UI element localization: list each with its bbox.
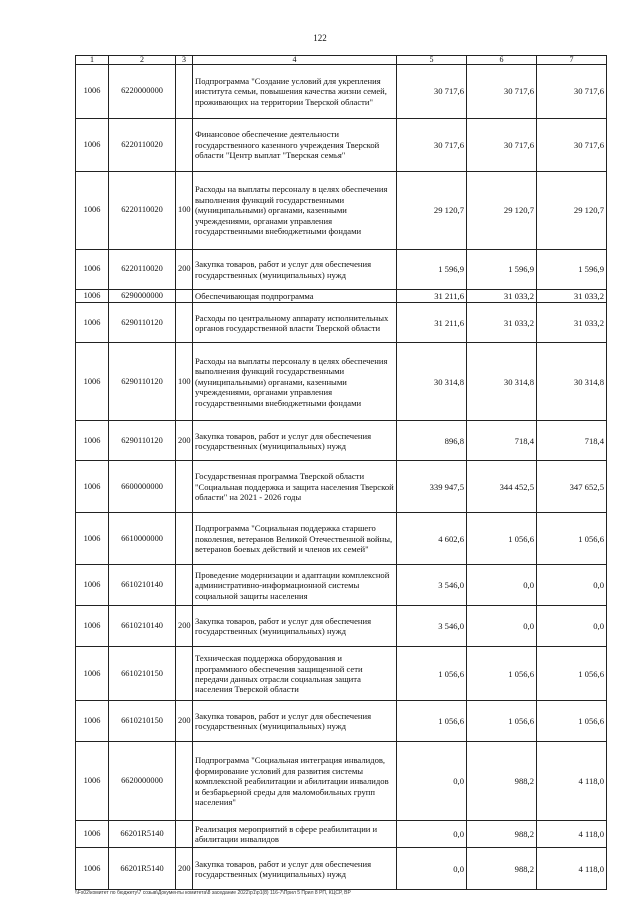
amount-col-6: 344 452,5 — [467, 461, 537, 513]
expense-type-code — [176, 461, 193, 513]
amount-col-5: 0,0 — [397, 848, 467, 890]
table-row — [76, 250, 607, 290]
section-code: 1006 — [76, 290, 109, 303]
section-code: 1006 — [76, 606, 109, 647]
section-code: 1006 — [76, 343, 109, 421]
amount-col-5: 896,8 — [397, 421, 467, 461]
target-article-code: 6220110020 — [109, 172, 176, 250]
amount-col-6: 30 717,6 — [467, 65, 537, 119]
amount-col-7: 1 056,6 — [537, 513, 607, 565]
amount-col-6: 0,0 — [467, 565, 537, 606]
amount-col-7: 31 033,2 — [537, 290, 607, 303]
target-article-code: 6290110120 — [109, 303, 176, 343]
amount-col-7: 4 118,0 — [537, 742, 607, 821]
expense-type-code — [176, 647, 193, 701]
page-number: 122 — [313, 33, 327, 43]
item-name: Техническая поддержка оборудования и программного обеспечения защищенной сети передачи данных отрасли социальная защита населения Тверской области — [193, 647, 397, 701]
target-article-code: 6220110020 — [109, 119, 176, 172]
amount-col-7: 29 120,7 — [537, 172, 607, 250]
target-article-code: 6610000000 — [109, 513, 176, 565]
amount-col-5: 30 314,8 — [397, 343, 467, 421]
item-name: Закупка товаров, работ и услуг для обеспечения государственных (муниципальных) нужд — [193, 701, 397, 742]
table-row — [76, 513, 607, 565]
file-path-footer: \\Fs02\комитет по бюджету\7 созыв\Документы комитета\8 заседание 2022\р1\р1(8) 116-7\Прил 5 Прил 8 РП, КЦСР, ВР — [75, 890, 351, 896]
section-code: 1006 — [76, 421, 109, 461]
expense-type-code — [176, 303, 193, 343]
item-name: Расходы на выплаты персоналу в целях обеспечения выполнения функций государственными (муниципальными) органами, казенными учреждениями, органами управления государственными внебюджетными фондами — [193, 172, 397, 250]
table-row — [76, 742, 607, 821]
expense-type-code: 200 — [176, 606, 193, 647]
amount-col-7: 4 118,0 — [537, 821, 607, 848]
section-code: 1006 — [76, 250, 109, 290]
amount-col-7: 1 056,6 — [537, 647, 607, 701]
table-row — [76, 701, 607, 742]
column-number: 3 — [176, 56, 193, 65]
expense-type-code — [176, 742, 193, 821]
target-article-code: 66201R5140 — [109, 821, 176, 848]
section-code: 1006 — [76, 565, 109, 606]
column-number: 5 — [397, 56, 467, 65]
expense-type-code — [176, 821, 193, 848]
expense-type-code: 100 — [176, 343, 193, 421]
expense-type-code: 200 — [176, 848, 193, 890]
item-name: Закупка товаров, работ и услуг для обеспечения государственных (муниципальных) нужд — [193, 250, 397, 290]
column-number: 6 — [467, 56, 537, 65]
column-number-row — [76, 56, 607, 65]
table-row — [76, 821, 607, 848]
amount-col-7: 0,0 — [537, 606, 607, 647]
expense-type-code: 100 — [176, 172, 193, 250]
item-name: Государственная программа Тверской области "Социальная поддержка и защита населения Тверской области" на 2021 - 2026 годы — [193, 461, 397, 513]
item-name: Закупка товаров, работ и услуг для обеспечения государственных (муниципальных) нужд — [193, 848, 397, 890]
section-code: 1006 — [76, 742, 109, 821]
table-row — [76, 606, 607, 647]
expense-type-code — [176, 290, 193, 303]
target-article-code: 6600000000 — [109, 461, 176, 513]
section-code: 1006 — [76, 848, 109, 890]
table-row — [76, 848, 607, 890]
table-row — [76, 65, 607, 119]
target-article-code: 6610210140 — [109, 565, 176, 606]
item-name: Подпрограмма "Социальная поддержка старшего поколения, ветеранов Великой Отечественной войны, ветеранов боевых действий и членов их семей" — [193, 513, 397, 565]
amount-col-6: 988,2 — [467, 848, 537, 890]
expense-type-code — [176, 565, 193, 606]
table-row — [76, 290, 607, 303]
amount-col-7: 30 314,8 — [537, 343, 607, 421]
item-name: Обеспечивающая подпрограмма — [193, 290, 397, 303]
amount-col-7: 30 717,6 — [537, 119, 607, 172]
amount-col-6: 1 056,6 — [467, 647, 537, 701]
item-name: Подпрограмма "Социальная интеграция инвалидов, формирование условий для развития системы комплексной реабилитации и абилитации инвалидов и безбарьерной среды для маломобильных групп населения" — [193, 742, 397, 821]
expense-type-code — [176, 513, 193, 565]
amount-col-5: 3 546,0 — [397, 606, 467, 647]
amount-col-7: 0,0 — [537, 565, 607, 606]
section-code: 1006 — [76, 513, 109, 565]
target-article-code: 6610210150 — [109, 647, 176, 701]
amount-col-6: 30 717,6 — [467, 119, 537, 172]
amount-col-7: 347 652,5 — [537, 461, 607, 513]
section-code: 1006 — [76, 461, 109, 513]
amount-col-5: 0,0 — [397, 821, 467, 848]
table-row — [76, 647, 607, 701]
target-article-code: 6610210140 — [109, 606, 176, 647]
amount-col-6: 29 120,7 — [467, 172, 537, 250]
amount-col-7: 718,4 — [537, 421, 607, 461]
column-number: 4 — [193, 56, 397, 65]
target-article-code: 66201R5140 — [109, 848, 176, 890]
amount-col-6: 31 033,2 — [467, 303, 537, 343]
amount-col-7: 31 033,2 — [537, 303, 607, 343]
item-name: Подпрограмма "Создание условий для укрепления института семьи, повышения качества жизни семей, проживающих на территории Тверской области" — [193, 65, 397, 119]
item-name: Проведение модернизации и адаптации комплексной административно-информационной системы социальной защиты населения — [193, 565, 397, 606]
table-row — [76, 421, 607, 461]
budget-table — [75, 55, 607, 890]
amount-col-5: 29 120,7 — [397, 172, 467, 250]
item-name: Реализация мероприятий в сфере реабилитации и абилитации инвалидов — [193, 821, 397, 848]
expense-type-code — [176, 65, 193, 119]
amount-col-7: 1 056,6 — [537, 701, 607, 742]
item-name: Расходы на выплаты персоналу в целях обеспечения выполнения функций государственными (муниципальными) органами, казенными учреждениями, органами управления государственными внебюджетными фондами — [193, 343, 397, 421]
section-code: 1006 — [76, 647, 109, 701]
column-number: 2 — [109, 56, 176, 65]
item-name: Закупка товаров, работ и услуг для обеспечения государственных (муниципальных) нужд — [193, 606, 397, 647]
column-number: 1 — [76, 56, 109, 65]
target-article-code: 6290110120 — [109, 421, 176, 461]
amount-col-6: 31 033,2 — [467, 290, 537, 303]
amount-col-5: 4 602,6 — [397, 513, 467, 565]
amount-col-7: 30 717,6 — [537, 65, 607, 119]
table-row — [76, 172, 607, 250]
amount-col-6: 988,2 — [467, 742, 537, 821]
amount-col-5: 339 947,5 — [397, 461, 467, 513]
expense-type-code: 200 — [176, 701, 193, 742]
amount-col-6: 718,4 — [467, 421, 537, 461]
item-name: Закупка товаров, работ и услуг для обеспечения государственных (муниципальных) нужд — [193, 421, 397, 461]
amount-col-5: 3 546,0 — [397, 565, 467, 606]
target-article-code: 6290000000 — [109, 290, 176, 303]
table-row — [76, 343, 607, 421]
table-row — [76, 119, 607, 172]
target-article-code: 6290110120 — [109, 343, 176, 421]
section-code: 1006 — [76, 65, 109, 119]
target-article-code: 6220000000 — [109, 65, 176, 119]
amount-col-6: 1 596,9 — [467, 250, 537, 290]
section-code: 1006 — [76, 821, 109, 848]
amount-col-5: 30 717,6 — [397, 119, 467, 172]
amount-col-6: 988,2 — [467, 821, 537, 848]
column-number: 7 — [537, 56, 607, 65]
amount-col-6: 1 056,6 — [467, 513, 537, 565]
section-code: 1006 — [76, 303, 109, 343]
expense-type-code: 200 — [176, 250, 193, 290]
amount-col-5: 31 211,6 — [397, 303, 467, 343]
section-code: 1006 — [76, 119, 109, 172]
amount-col-6: 1 056,6 — [467, 701, 537, 742]
item-name: Расходы по центральному аппарату исполнительных органов государственной власти Тверской области — [193, 303, 397, 343]
expense-type-code — [176, 119, 193, 172]
target-article-code: 6610210150 — [109, 701, 176, 742]
amount-col-5: 30 717,6 — [397, 65, 467, 119]
amount-col-5: 1 056,6 — [397, 701, 467, 742]
section-code: 1006 — [76, 701, 109, 742]
amount-col-5: 1 056,6 — [397, 647, 467, 701]
amount-col-7: 1 596,9 — [537, 250, 607, 290]
table-row — [76, 303, 607, 343]
amount-col-6: 30 314,8 — [467, 343, 537, 421]
target-article-code: 6620000000 — [109, 742, 176, 821]
amount-col-5: 0,0 — [397, 742, 467, 821]
amount-col-5: 31 211,6 — [397, 290, 467, 303]
table-row — [76, 461, 607, 513]
amount-col-6: 0,0 — [467, 606, 537, 647]
section-code: 1006 — [76, 172, 109, 250]
amount-col-7: 4 118,0 — [537, 848, 607, 890]
amount-col-5: 1 596,9 — [397, 250, 467, 290]
expense-type-code: 200 — [176, 421, 193, 461]
item-name: Финансовое обеспечение деятельности государственного казенного учреждения Тверской области "Центр выплат "Тверская семья" — [193, 119, 397, 172]
table-row — [76, 565, 607, 606]
target-article-code: 6220110020 — [109, 250, 176, 290]
